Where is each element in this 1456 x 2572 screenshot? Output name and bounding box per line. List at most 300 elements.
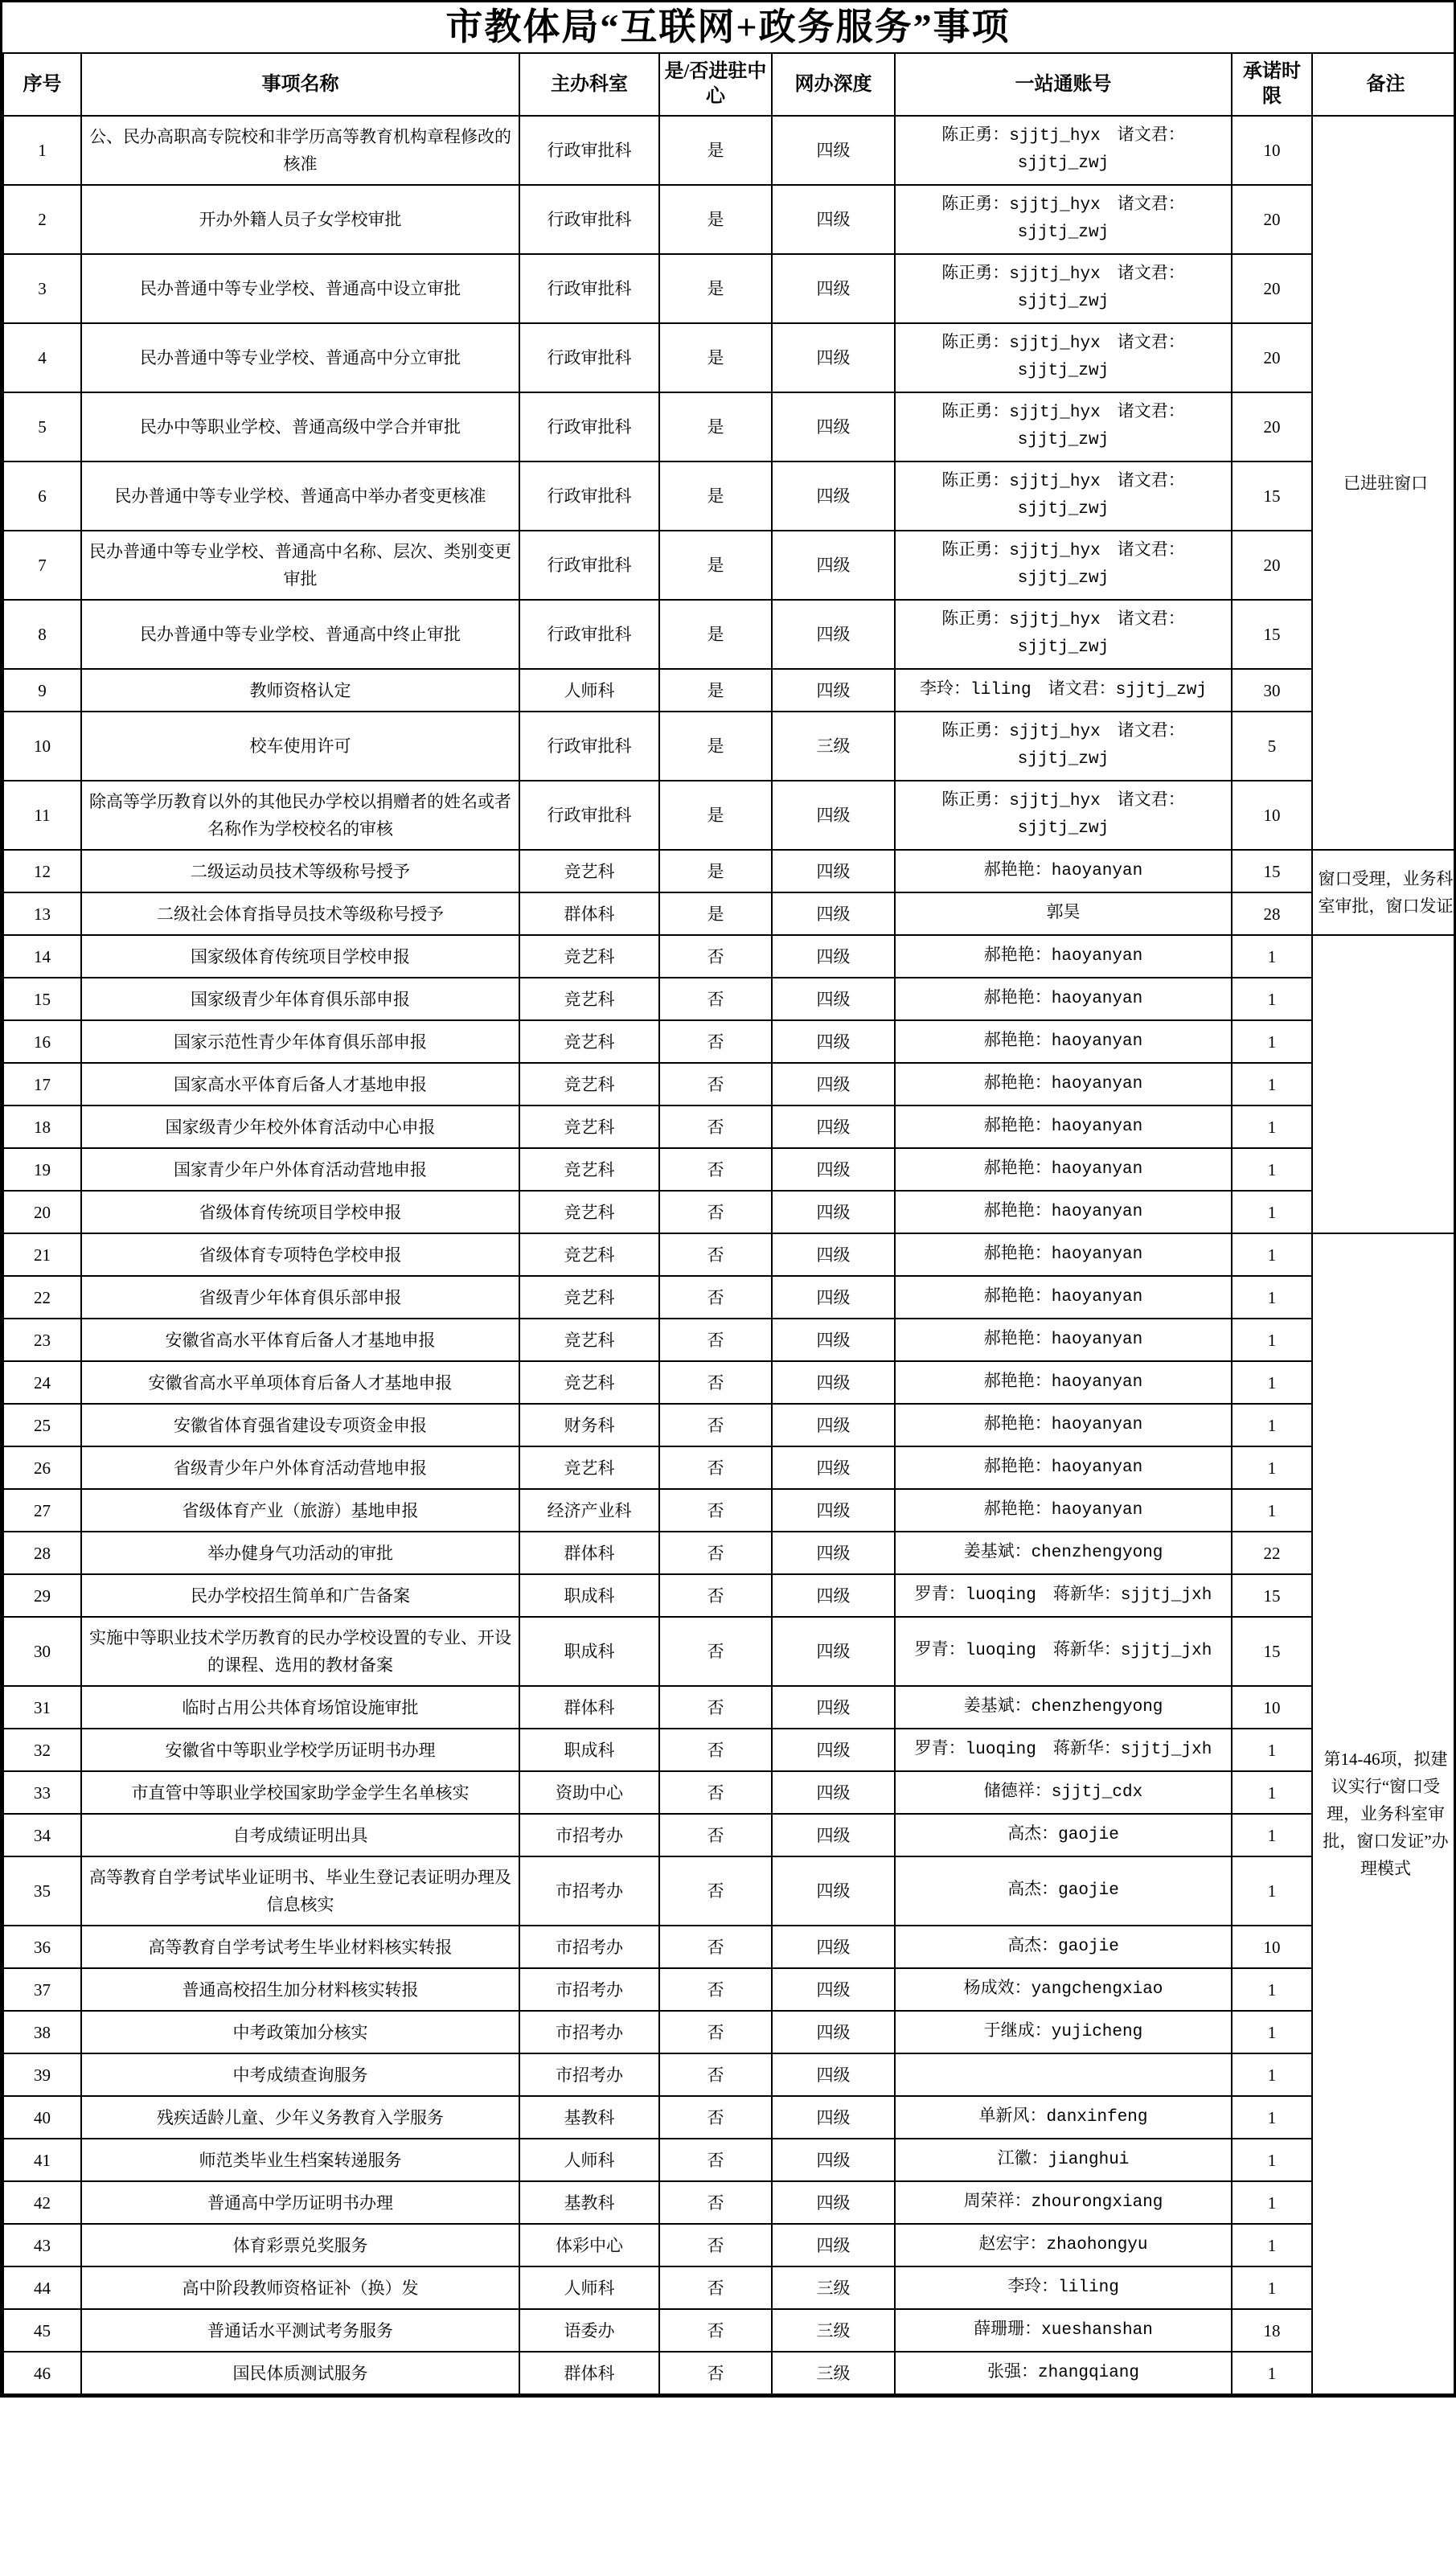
cell-account: 郝艳艳：haoyanyan: [895, 1404, 1232, 1446]
cell-online-depth: 四级: [772, 1404, 895, 1446]
cell-time-limit: 20: [1232, 254, 1312, 323]
cell-time-limit: 10: [1232, 781, 1312, 850]
cell-account: 陈正勇：sjjtj_hyx 诸文君：sjjtj_zwj: [895, 254, 1232, 323]
cell-time-limit: 1: [1232, 1191, 1312, 1233]
cell-department: 职成科: [519, 1617, 659, 1686]
cell-time-limit: 20: [1232, 392, 1312, 461]
cell-online-depth: 四级: [772, 1191, 895, 1233]
table-row: [3, 1926, 1456, 1968]
cell-online-depth: 四级: [772, 1617, 895, 1686]
cell-item-name: 开办外籍人员子女学校审批: [81, 185, 519, 254]
cell-item-name: 二级运动员技术等级称号授予: [81, 850, 519, 892]
cell-account: 陈正勇：sjjtj_hyx 诸文君：sjjtj_zwj: [895, 531, 1232, 600]
cell-department: 人师科: [519, 2139, 659, 2181]
cell-center-status: 是: [659, 461, 772, 531]
cell-serial-number: 16: [3, 1020, 81, 1063]
cell-serial-number: 26: [3, 1446, 81, 1489]
cell-time-limit: 1: [1232, 2352, 1312, 2394]
cell-online-depth: 四级: [772, 323, 895, 392]
cell-department: 竞艺科: [519, 1020, 659, 1063]
remark-cell: 第14-46项，拟建议实行“窗口受理，业务科室审批，窗口发证”办理模式: [1312, 1233, 1456, 2394]
cell-item-name: 实施中等职业技术学历教育的民办学校设置的专业、开设的课程、选用的教材备案: [81, 1617, 519, 1686]
cell-item-name: 高等教育自学考试毕业证明书、毕业生登记表证明办理及信息核实: [81, 1856, 519, 1926]
cell-center-status: 是: [659, 712, 772, 781]
column-header-account: 一站通账号: [895, 53, 1232, 116]
cell-serial-number: 46: [3, 2352, 81, 2394]
cell-online-depth: 四级: [772, 1532, 895, 1574]
cell-serial-number: 3: [3, 254, 81, 323]
cell-department: 市招考办: [519, 1814, 659, 1856]
cell-serial-number: 1: [3, 116, 81, 185]
cell-online-depth: 四级: [772, 531, 895, 600]
cell-online-depth: 四级: [772, 978, 895, 1020]
cell-account: 李玲：liling 诸文君：sjjtj_zwj: [895, 669, 1232, 712]
cell-time-limit: 1: [1232, 1233, 1312, 1276]
cell-account: 郝艳艳：haoyanyan: [895, 1106, 1232, 1148]
remark-cell: 已进驻窗口: [1312, 116, 1456, 850]
cell-time-limit: 1: [1232, 2266, 1312, 2309]
cell-time-limit: 22: [1232, 1532, 1312, 1574]
cell-item-name: 中考成绩查询服务: [81, 2053, 519, 2096]
cell-time-limit: 15: [1232, 461, 1312, 531]
column-header-remark: 备注: [1312, 53, 1456, 116]
cell-online-depth: 四级: [772, 600, 895, 669]
table-row: [3, 1729, 1456, 1771]
cell-online-depth: 四级: [772, 2053, 895, 2096]
cell-serial-number: 43: [3, 2224, 81, 2266]
cell-item-name: 民办中等职业学校、普通高级中学合并审批: [81, 392, 519, 461]
cell-account: 陈正勇：sjjtj_hyx 诸文君：sjjtj_zwj: [895, 116, 1232, 185]
cell-serial-number: 10: [3, 712, 81, 781]
cell-serial-number: 15: [3, 978, 81, 1020]
table-row: [3, 850, 1456, 892]
cell-account: 郝艳艳：haoyanyan: [895, 1233, 1232, 1276]
table-row: [3, 116, 1456, 185]
cell-online-depth: 四级: [772, 2139, 895, 2181]
cell-center-status: 否: [659, 2352, 772, 2394]
cell-item-name: 民办普通中等专业学校、普通高中分立审批: [81, 323, 519, 392]
remark-cell: [1312, 935, 1456, 1233]
cell-account: 杨成效：yangchengxiao: [895, 1968, 1232, 2011]
cell-online-depth: 三级: [772, 2309, 895, 2352]
column-header-center: 是/否进驻中心: [659, 53, 772, 116]
cell-account: 罗青：luoqing 蒋新华：sjjtj_jxh: [895, 1729, 1232, 1771]
cell-item-name: 举办健身气功活动的审批: [81, 1532, 519, 1574]
table-row: [3, 2266, 1456, 2309]
cell-serial-number: 17: [3, 1063, 81, 1106]
cell-time-limit: 1: [1232, 2181, 1312, 2224]
table-row: [3, 892, 1456, 935]
table-row: [3, 531, 1456, 600]
cell-department: 语委办: [519, 2309, 659, 2352]
cell-item-name: 残疾适龄儿童、少年义务教育入学服务: [81, 2096, 519, 2139]
cell-account: 郝艳艳：haoyanyan: [895, 1276, 1232, 1319]
cell-account: 郝艳艳：haoyanyan: [895, 850, 1232, 892]
table-row: [3, 1361, 1456, 1404]
cell-center-status: 否: [659, 1319, 772, 1361]
cell-center-status: 否: [659, 1617, 772, 1686]
cell-department: 竞艺科: [519, 1233, 659, 1276]
cell-online-depth: 四级: [772, 1020, 895, 1063]
cell-serial-number: 7: [3, 531, 81, 600]
cell-account: 储德祥：sjjtj_cdx: [895, 1771, 1232, 1814]
cell-online-depth: 三级: [772, 712, 895, 781]
table-row: [3, 1968, 1456, 2011]
cell-department: 群体科: [519, 892, 659, 935]
cell-item-name: 高等教育自学考试考生毕业材料核实转报: [81, 1926, 519, 1968]
cell-time-limit: 10: [1232, 1926, 1312, 1968]
cell-center-status: 是: [659, 892, 772, 935]
cell-department: 基教科: [519, 2096, 659, 2139]
cell-account: 郝艳艳：haoyanyan: [895, 1319, 1232, 1361]
cell-time-limit: 10: [1232, 1686, 1312, 1729]
table-row: [3, 185, 1456, 254]
cell-time-limit: 1: [1232, 1446, 1312, 1489]
column-header-serial: 序号: [3, 53, 81, 116]
cell-time-limit: 1: [1232, 1020, 1312, 1063]
table-row: [3, 1771, 1456, 1814]
cell-serial-number: 35: [3, 1856, 81, 1926]
cell-center-status: 是: [659, 323, 772, 392]
cell-item-name: 国家青少年户外体育活动营地申报: [81, 1148, 519, 1191]
cell-center-status: 否: [659, 1233, 772, 1276]
cell-center-status: 否: [659, 2309, 772, 2352]
table-row: [3, 2096, 1456, 2139]
cell-center-status: 否: [659, 2181, 772, 2224]
cell-item-name: 民办普通中等专业学校、普通高中举办者变更核准: [81, 461, 519, 531]
cell-online-depth: 四级: [772, 1856, 895, 1926]
cell-center-status: 否: [659, 1276, 772, 1319]
table-row: [3, 1574, 1456, 1617]
cell-serial-number: 11: [3, 781, 81, 850]
cell-serial-number: 36: [3, 1926, 81, 1968]
cell-center-status: 否: [659, 935, 772, 978]
cell-center-status: 是: [659, 185, 772, 254]
table-row: [3, 1686, 1456, 1729]
cell-time-limit: 1: [1232, 1319, 1312, 1361]
cell-item-name: 安徽省体育强省建设专项资金申报: [81, 1404, 519, 1446]
cell-department: 行政审批科: [519, 531, 659, 600]
cell-account: 赵宏宇：zhaohongyu: [895, 2224, 1232, 2266]
cell-time-limit: 1: [1232, 1276, 1312, 1319]
cell-account: 江徽：jianghui: [895, 2139, 1232, 2181]
cell-serial-number: 27: [3, 1489, 81, 1532]
cell-department: 群体科: [519, 2352, 659, 2394]
cell-serial-number: 21: [3, 1233, 81, 1276]
cell-online-depth: 四级: [772, 1489, 895, 1532]
cell-department: 竞艺科: [519, 935, 659, 978]
cell-account: 陈正勇：sjjtj_hyx 诸文君：sjjtj_zwj: [895, 461, 1232, 531]
table-row: [3, 1276, 1456, 1319]
table-header-row: [3, 53, 1456, 116]
table-row: [3, 2053, 1456, 2096]
cell-account: 于继成：yujicheng: [895, 2011, 1232, 2053]
cell-online-depth: 四级: [772, 1063, 895, 1106]
cell-serial-number: 13: [3, 892, 81, 935]
cell-serial-number: 9: [3, 669, 81, 712]
cell-serial-number: 22: [3, 1276, 81, 1319]
cell-center-status: 是: [659, 531, 772, 600]
cell-serial-number: 42: [3, 2181, 81, 2224]
cell-online-depth: 四级: [772, 781, 895, 850]
cell-serial-number: 4: [3, 323, 81, 392]
cell-account: 郭昊: [895, 892, 1232, 935]
cell-online-depth: 四级: [772, 2096, 895, 2139]
cell-online-depth: 四级: [772, 2181, 895, 2224]
cell-center-status: 否: [659, 1404, 772, 1446]
cell-time-limit: 1: [1232, 1361, 1312, 1404]
table-row: [3, 1856, 1456, 1926]
cell-time-limit: 20: [1232, 531, 1312, 600]
cell-online-depth: 四级: [772, 1106, 895, 1148]
cell-center-status: 否: [659, 1532, 772, 1574]
cell-time-limit: 10: [1232, 116, 1312, 185]
cell-online-depth: 三级: [772, 2266, 895, 2309]
cell-item-name: 国家高水平体育后备人才基地申报: [81, 1063, 519, 1106]
cell-item-name: 安徽省高水平体育后备人才基地申报: [81, 1319, 519, 1361]
cell-account: 李玲：liling: [895, 2266, 1232, 2309]
cell-item-name: 国家级青少年校外体育活动中心申报: [81, 1106, 519, 1148]
items-tbody: [3, 116, 1456, 2394]
cell-online-depth: 四级: [772, 185, 895, 254]
cell-center-status: 否: [659, 2266, 772, 2309]
cell-online-depth: 四级: [772, 1814, 895, 1856]
table-row: [3, 1446, 1456, 1489]
table-row: [3, 1233, 1456, 1276]
cell-item-name: 中考政策加分核实: [81, 2011, 519, 2053]
cell-online-depth: 四级: [772, 392, 895, 461]
cell-serial-number: 28: [3, 1532, 81, 1574]
cell-serial-number: 30: [3, 1617, 81, 1686]
cell-center-status: 否: [659, 1361, 772, 1404]
cell-department: 资助中心: [519, 1771, 659, 1814]
cell-account: 郝艳艳：haoyanyan: [895, 935, 1232, 978]
column-header-department: 主办科室: [519, 53, 659, 116]
cell-account: 高杰：gaojie: [895, 1926, 1232, 1968]
cell-center-status: 否: [659, 1968, 772, 2011]
cell-serial-number: 18: [3, 1106, 81, 1148]
cell-online-depth: 四级: [772, 1686, 895, 1729]
cell-serial-number: 14: [3, 935, 81, 978]
cell-account: 姜基斌：chenzhengyong: [895, 1686, 1232, 1729]
cell-time-limit: 1: [1232, 2139, 1312, 2181]
cell-department: 竞艺科: [519, 1446, 659, 1489]
cell-department: 竞艺科: [519, 1148, 659, 1191]
cell-account: 陈正勇：sjjtj_hyx 诸文君：sjjtj_zwj: [895, 781, 1232, 850]
column-header-item-name: 事项名称: [81, 53, 519, 116]
cell-online-depth: 四级: [772, 116, 895, 185]
cell-time-limit: 1: [1232, 2224, 1312, 2266]
cell-item-name: 省级青少年体育俱乐部申报: [81, 1276, 519, 1319]
cell-department: 竞艺科: [519, 1106, 659, 1148]
cell-account: 陈正勇：sjjtj_hyx 诸文君：sjjtj_zwj: [895, 392, 1232, 461]
cell-item-name: 国家级青少年体育俱乐部申报: [81, 978, 519, 1020]
cell-serial-number: 23: [3, 1319, 81, 1361]
table-row: [3, 1532, 1456, 1574]
cell-time-limit: 15: [1232, 1574, 1312, 1617]
cell-online-depth: 四级: [772, 1276, 895, 1319]
cell-time-limit: 1: [1232, 1063, 1312, 1106]
cell-online-depth: 四级: [772, 461, 895, 531]
table-row: [3, 1148, 1456, 1191]
cell-center-status: 否: [659, 1106, 772, 1148]
cell-time-limit: 20: [1232, 185, 1312, 254]
cell-time-limit: 1: [1232, 1106, 1312, 1148]
cell-online-depth: 四级: [772, 1446, 895, 1489]
table-row: [3, 2224, 1456, 2266]
cell-account: 郝艳艳：haoyanyan: [895, 1020, 1232, 1063]
cell-time-limit: 1: [1232, 2053, 1312, 2096]
cell-center-status: 否: [659, 1771, 772, 1814]
cell-department: 经济产业科: [519, 1489, 659, 1532]
table-row: [3, 1814, 1456, 1856]
cell-item-name: 国民体质测试服务: [81, 2352, 519, 2394]
cell-online-depth: 四级: [772, 1319, 895, 1361]
cell-time-limit: 30: [1232, 669, 1312, 712]
cell-serial-number: 29: [3, 1574, 81, 1617]
cell-center-status: 否: [659, 1814, 772, 1856]
cell-time-limit: 1: [1232, 978, 1312, 1020]
cell-online-depth: 四级: [772, 2224, 895, 2266]
cell-center-status: 是: [659, 600, 772, 669]
cell-time-limit: 1: [1232, 1404, 1312, 1446]
cell-account: 郝艳艳：haoyanyan: [895, 1063, 1232, 1106]
table-row: [3, 1617, 1456, 1686]
cell-time-limit: 28: [1232, 892, 1312, 935]
table-row: [3, 712, 1456, 781]
cell-department: 行政审批科: [519, 254, 659, 323]
page-title: 市教体局“互联网+政务服务”事项: [445, 6, 1011, 47]
cell-online-depth: 四级: [772, 2011, 895, 2053]
cell-department: 人师科: [519, 669, 659, 712]
cell-time-limit: 15: [1232, 600, 1312, 669]
cell-item-name: 临时占用公共体育场馆设施审批: [81, 1686, 519, 1729]
cell-item-name: 高中阶段教师资格证补（换）发: [81, 2266, 519, 2309]
cell-department: 人师科: [519, 2266, 659, 2309]
table-row: [3, 254, 1456, 323]
cell-serial-number: 38: [3, 2011, 81, 2053]
cell-account: 单新风：danxinfeng: [895, 2096, 1232, 2139]
cell-item-name: 省级体育专项特色学校申报: [81, 1233, 519, 1276]
cell-serial-number: 19: [3, 1148, 81, 1191]
cell-time-limit: 1: [1232, 1968, 1312, 2011]
cell-item-name: 市直管中等职业学校国家助学金学生名单核实: [81, 1771, 519, 1814]
cell-item-name: 民办学校招生简单和广告备案: [81, 1574, 519, 1617]
cell-item-name: 校车使用许可: [81, 712, 519, 781]
cell-item-name: 安徽省高水平单项体育后备人才基地申报: [81, 1361, 519, 1404]
cell-serial-number: 41: [3, 2139, 81, 2181]
services-table: [2, 52, 1456, 2395]
cell-item-name: 教师资格认定: [81, 669, 519, 712]
cell-center-status: 是: [659, 850, 772, 892]
cell-item-name: 普通高校招生加分材料核实转报: [81, 1968, 519, 2011]
cell-department: 市招考办: [519, 1926, 659, 1968]
cell-department: 体彩中心: [519, 2224, 659, 2266]
cell-time-limit: 15: [1232, 850, 1312, 892]
table-row: [3, 2181, 1456, 2224]
table-row: [3, 2011, 1456, 2053]
cell-center-status: 否: [659, 1686, 772, 1729]
table-row: [3, 1020, 1456, 1063]
cell-account: 张强：zhangqiang: [895, 2352, 1232, 2394]
cell-online-depth: 三级: [772, 2352, 895, 2394]
cell-department: 行政审批科: [519, 185, 659, 254]
cell-time-limit: 1: [1232, 935, 1312, 978]
cell-time-limit: 1: [1232, 1489, 1312, 1532]
cell-account: 陈正勇：sjjtj_hyx 诸文君：sjjtj_zwj: [895, 600, 1232, 669]
cell-center-status: 否: [659, 1489, 772, 1532]
cell-item-name: 除高等学历教育以外的其他民办学校以捐赠者的姓名或者名称作为学校校名的审核: [81, 781, 519, 850]
cell-department: 行政审批科: [519, 392, 659, 461]
table-row: [3, 1319, 1456, 1361]
cell-department: 群体科: [519, 1532, 659, 1574]
cell-center-status: 是: [659, 781, 772, 850]
cell-serial-number: 44: [3, 2266, 81, 2309]
cell-department: 行政审批科: [519, 600, 659, 669]
cell-online-depth: 四级: [772, 1233, 895, 1276]
table-row: [3, 461, 1456, 531]
column-header-time-limit: 承诺时限: [1232, 53, 1312, 116]
cell-time-limit: 1: [1232, 1814, 1312, 1856]
cell-serial-number: 12: [3, 850, 81, 892]
cell-item-name: 民办普通中等专业学校、普通高中设立审批: [81, 254, 519, 323]
cell-item-name: 省级体育产业（旅游）基地申报: [81, 1489, 519, 1532]
cell-center-status: 否: [659, 1856, 772, 1926]
cell-serial-number: 40: [3, 2096, 81, 2139]
cell-online-depth: 四级: [772, 1729, 895, 1771]
cell-center-status: 是: [659, 254, 772, 323]
cell-center-status: 否: [659, 2139, 772, 2181]
cell-account: 陈正勇：sjjtj_hyx 诸文君：sjjtj_zwj: [895, 185, 1232, 254]
cell-center-status: 否: [659, 978, 772, 1020]
cell-serial-number: 25: [3, 1404, 81, 1446]
cell-department: 职成科: [519, 1574, 659, 1617]
cell-serial-number: 5: [3, 392, 81, 461]
cell-department: 行政审批科: [519, 781, 659, 850]
cell-online-depth: 四级: [772, 1361, 895, 1404]
remark-cell: 窗口受理，业务科室审批，窗口发证: [1312, 850, 1456, 935]
cell-time-limit: 1: [1232, 1856, 1312, 1926]
cell-department: 市招考办: [519, 2011, 659, 2053]
cell-item-name: 民办普通中等专业学校、普通高中名称、层次、类别变更审批: [81, 531, 519, 600]
cell-center-status: 否: [659, 1020, 772, 1063]
cell-serial-number: 33: [3, 1771, 81, 1814]
cell-time-limit: 15: [1232, 1617, 1312, 1686]
cell-account: 郝艳艳：haoyanyan: [895, 1361, 1232, 1404]
cell-account: [895, 2053, 1232, 2096]
cell-account: 郝艳艳：haoyanyan: [895, 1446, 1232, 1489]
cell-center-status: 否: [659, 1926, 772, 1968]
cell-online-depth: 四级: [772, 669, 895, 712]
cell-department: 市招考办: [519, 1856, 659, 1926]
cell-time-limit: 1: [1232, 1729, 1312, 1771]
cell-time-limit: 1: [1232, 2011, 1312, 2053]
table-row: [3, 978, 1456, 1020]
cell-account: 郝艳艳：haoyanyan: [895, 1191, 1232, 1233]
cell-serial-number: 20: [3, 1191, 81, 1233]
table-row: [3, 2352, 1456, 2394]
cell-account: 高杰：gaojie: [895, 1814, 1232, 1856]
cell-department: 竞艺科: [519, 1319, 659, 1361]
cell-serial-number: 2: [3, 185, 81, 254]
table-row: [3, 1191, 1456, 1233]
cell-online-depth: 四级: [772, 1926, 895, 1968]
cell-online-depth: 四级: [772, 892, 895, 935]
cell-account: 陈正勇：sjjtj_hyx 诸文君：sjjtj_zwj: [895, 323, 1232, 392]
cell-center-status: 否: [659, 1063, 772, 1106]
cell-center-status: 否: [659, 1729, 772, 1771]
cell-department: 市招考办: [519, 1968, 659, 2011]
